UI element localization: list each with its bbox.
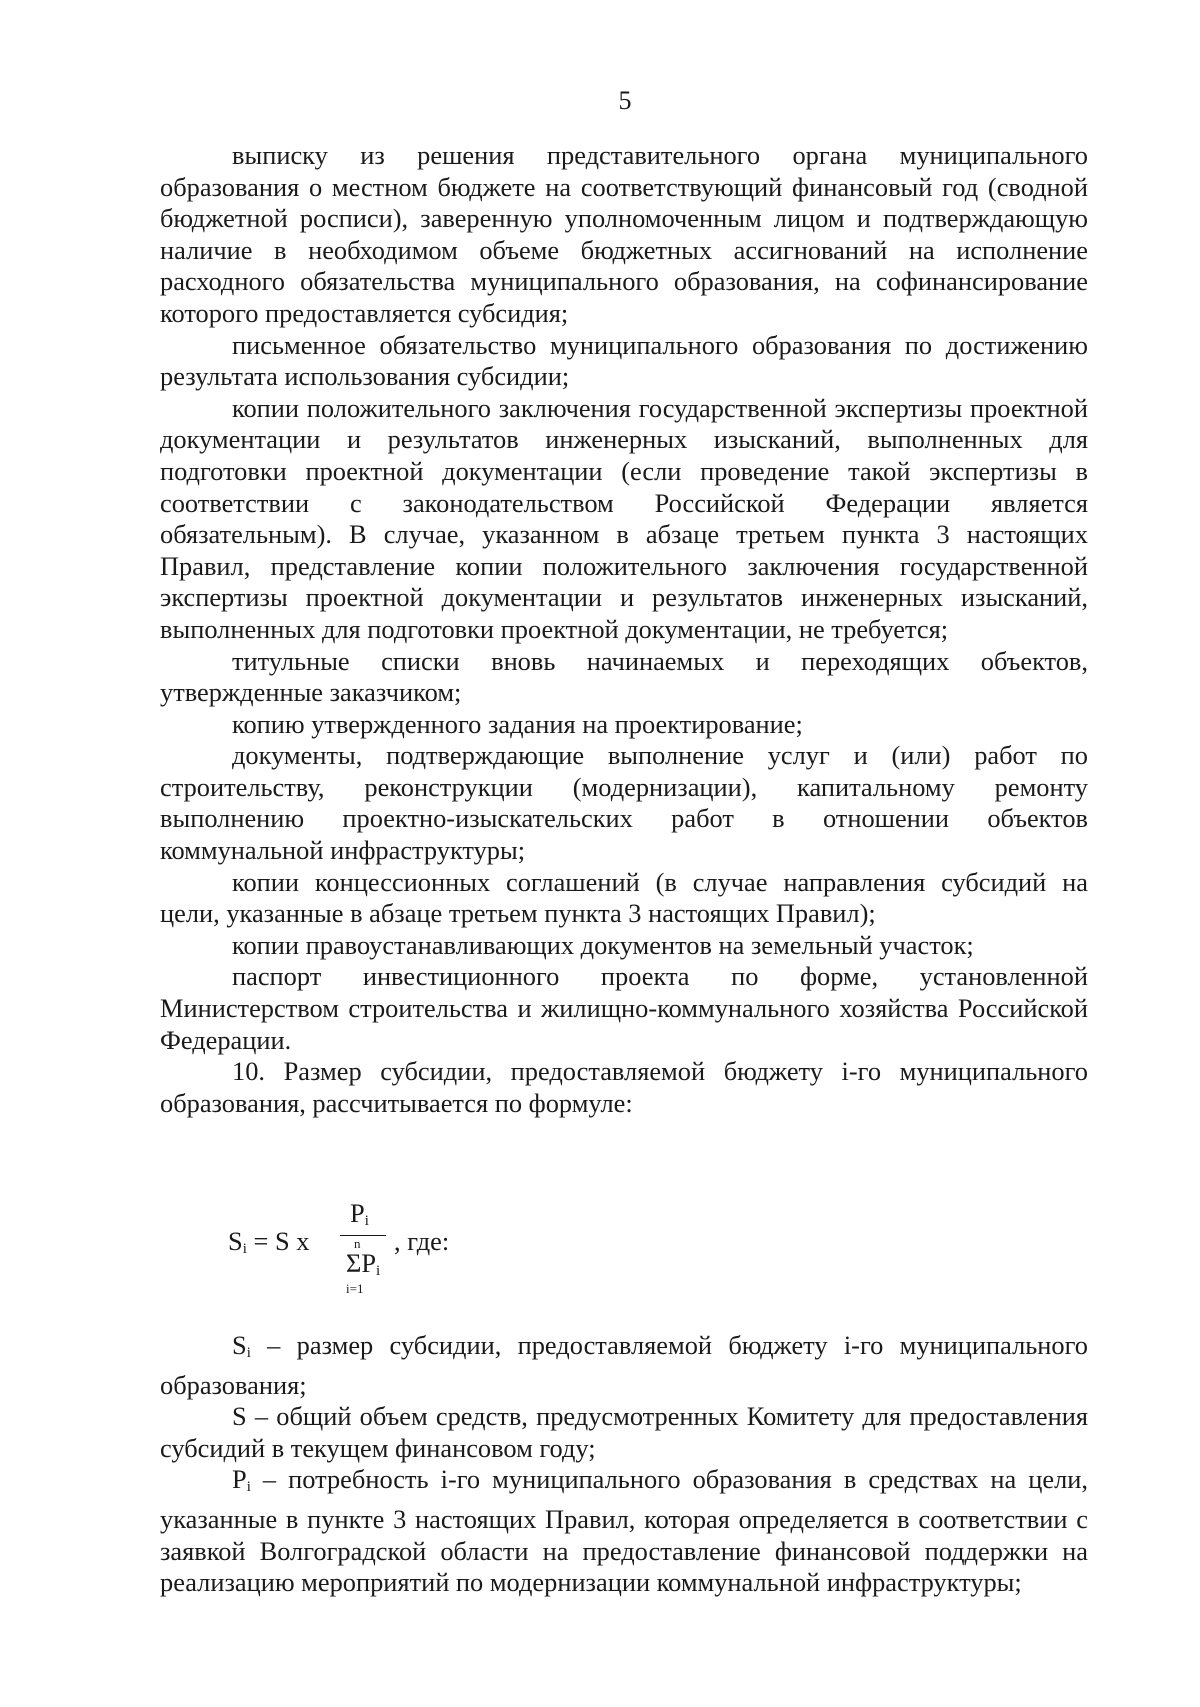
definition-subscript: i: [246, 1345, 251, 1361]
definition-subscript: i: [246, 1479, 251, 1496]
formula-lhs: [228, 1228, 309, 1257]
formula-denominator: [346, 1250, 380, 1279]
formula-definitions: [160, 1330, 1088, 1599]
formula-equals: = S x: [246, 1226, 310, 1256]
definition-symbol: P: [232, 1464, 247, 1495]
paragraph: копию утвержденного задания на проектирование;: [232, 708, 803, 739]
formula-symbol: ΣP: [346, 1248, 377, 1278]
definition-item: [160, 1330, 1088, 1401]
formula-where: , где:: [394, 1226, 450, 1256]
definition-text: – потребность i-го муниципального образования в средствах на цели, указанные в пункте 3 настоящих Правил, которая определяется в соответствии с заявкой Волгоградской области на предоставление финансовой поддержки на реализацию мероприятий по модернизации коммунальной инфраструктуры;: [160, 1464, 1088, 1598]
formula-numerator: [350, 1200, 369, 1229]
formula-subscript: i: [242, 1241, 247, 1257]
paragraph: документы, подтверждающие выполнение услуг и (или) работ по строительству, реконструкции (модернизации), капитальному ремонту выполнению проектно-изыскательских работ в отношении объектов коммунальной инфраструктуры;: [160, 740, 1088, 866]
definition-text: – размер субсидии, предоставляемой бюджету i-го муниципального образования;: [160, 1330, 1088, 1400]
paragraph: паспорт инвестиционного проекта по форме, установленной Министерством строительства и жилищно-коммунального хозяйства Российской Федерации.: [160, 961, 1088, 1055]
document-body: [160, 140, 1088, 1119]
formula-subscript: i: [376, 1263, 381, 1279]
definition-item: [160, 1401, 1088, 1464]
formula-symbol: P: [350, 1198, 365, 1228]
paragraph: выписку из решения представительного органа муниципального образования о местном бюджете на соответствующий финансовый год (сводной бюджетной росписи), заверенную уполномоченным лицом и подтверждающую наличие в необходимом объеме бюджетных ассигнований на исполнение расходного обязательства муниципального образования, на софинансирование которого предоставляется субсидия;: [160, 140, 1088, 328]
definition-item: [160, 1464, 1088, 1598]
paragraph-item-10: 10. Размер субсидии, предоставляемой бюджету i-го муниципального образования, рассчитывается по формуле:: [160, 1056, 1088, 1118]
sum-lower-limit: i=1: [346, 1281, 364, 1296]
formula-symbol: S: [228, 1226, 243, 1256]
paragraph: письменное обязательство муниципального образования по достижению результата использования субсидии;: [160, 329, 1088, 392]
fraction-bar: [340, 1235, 386, 1236]
page-number: 5: [618, 86, 632, 115]
paragraph: копии концессионных соглашений (в случае направления субсидий на цели, указанные в абзаце третьем пункта 3 настоящих Правил);: [160, 866, 1088, 929]
paragraph: копии положительного заключения государственной экспертизы проектной документации и результатов инженерных изысканий, выполненных для подготовки проектной документации (если проведение такой экспертизы в соответствии с законодательством Российской Федерации является обязательным). В случае, указанном в абзаце третьем пункта 3 настоящих Правил, представление копии положительного заключения государственной экспертизы проектной документации и результатов инженерных изысканий, выполненных для подготовки проектной документации, не требуется;: [160, 392, 1088, 644]
paragraph: титульные списки вновь начинаемых и переходящих объектов, утвержденные заказчиком;: [160, 645, 1088, 708]
paragraph: копии правоустанавливающих документов на земельный участок;: [232, 929, 974, 960]
definition-symbol: S: [232, 1401, 247, 1432]
subsidy-formula: [228, 1200, 528, 1300]
sum-upper-limit: n: [354, 1236, 361, 1251]
definition-text: – общий объем средств, предусмотренных Комитету для предоставления субсидий в текущем финансовом году;: [160, 1401, 1088, 1463]
definition-symbol: S: [232, 1330, 247, 1360]
formula-subscript: i: [364, 1213, 369, 1229]
